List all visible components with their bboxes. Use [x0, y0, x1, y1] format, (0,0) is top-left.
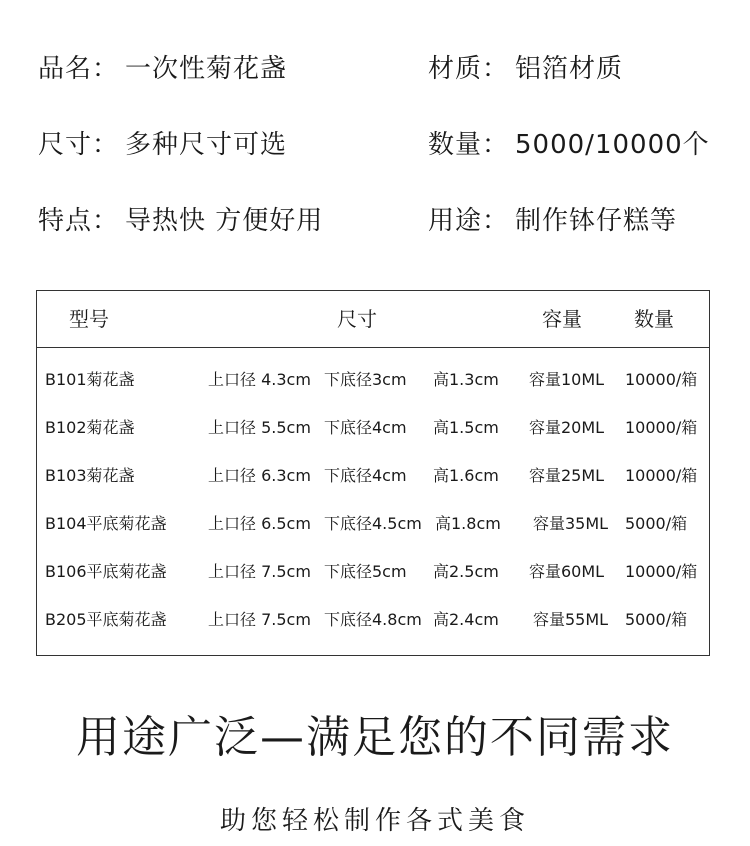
spec-usage [428, 206, 677, 236]
cell-capacity: 容量10ML [529, 370, 605, 389]
cell-capacity: 容量60ML [529, 562, 605, 581]
table-header [37, 291, 709, 348]
spec-label: 尺寸： [38, 130, 120, 160]
spec-label: 数量： [428, 130, 510, 160]
subline: 助您轻松制作各式美食 [219, 806, 530, 836]
cell-top-diameter: 上口径 7.5cm [208, 610, 311, 629]
table-row [37, 557, 709, 587]
cell-height: 高2.4cm [433, 610, 499, 629]
cell-quantity: 10000/箱 [625, 562, 698, 581]
spec-label: 用途： [428, 206, 510, 236]
cell-bottom-diameter: 下底径3cm [324, 370, 407, 389]
cell-height: 高1.6cm [433, 466, 499, 485]
header-quantity: 数量 [634, 307, 674, 331]
cell-top-diameter: 上口径 4.3cm [208, 370, 311, 389]
spec-label: 品名： [38, 54, 120, 84]
cell-top-diameter: 上口径 5.5cm [208, 418, 311, 437]
header-model: 型号 [69, 307, 109, 331]
cell-quantity: 5000/箱 [625, 514, 688, 533]
cell-quantity: 10000/箱 [625, 370, 698, 389]
table-row [37, 509, 709, 539]
spec-value: 一次性菊花盏 [125, 54, 288, 84]
table-row [37, 365, 709, 395]
spec-size [38, 130, 287, 160]
cell-model: B106平底菊花盏 [45, 562, 167, 581]
cell-height: 高1.5cm [433, 418, 499, 437]
spec-feature [38, 206, 323, 236]
spec-value: 多种尺寸可选 [125, 130, 288, 160]
cell-bottom-diameter: 下底径4.8cm [324, 610, 422, 629]
cell-capacity: 容量35ML [533, 514, 609, 533]
headline: 用途广泛—满足您的不同需求 [76, 712, 674, 763]
cell-model: B103菊花盏 [45, 466, 135, 485]
cell-model: B205平底菊花盏 [45, 610, 167, 629]
spec-value: 5000/10000个 [515, 130, 710, 160]
spec-value: 制作钵仔糕等 [515, 206, 678, 236]
spec-value: 铝箔材质 [515, 54, 624, 84]
table-row [37, 413, 709, 443]
table-row [37, 461, 709, 491]
cell-capacity: 容量55ML [533, 610, 609, 629]
table-row [37, 605, 709, 635]
cell-bottom-diameter: 下底径4.5cm [324, 514, 422, 533]
cell-bottom-diameter: 下底径4cm [324, 466, 407, 485]
cell-bottom-diameter: 下底径4cm [324, 418, 407, 437]
cell-quantity: 5000/箱 [625, 610, 688, 629]
spec-quantity [428, 130, 710, 160]
header-size: 尺寸 [337, 307, 377, 331]
header-capacity: 容量 [542, 307, 582, 331]
spec-label: 特点： [38, 206, 120, 236]
cell-quantity: 10000/箱 [625, 418, 698, 437]
size-table [36, 290, 710, 656]
cell-capacity: 容量25ML [529, 466, 605, 485]
cell-height: 高2.5cm [433, 562, 499, 581]
cell-top-diameter: 上口径 6.3cm [208, 466, 311, 485]
spec-product-name [38, 54, 287, 84]
cell-top-diameter: 上口径 6.5cm [208, 514, 311, 533]
cell-model: B101菊花盏 [45, 370, 135, 389]
cell-bottom-diameter: 下底径5cm [324, 562, 407, 581]
spec-value: 导热快 方便好用 [125, 206, 324, 236]
cell-quantity: 10000/箱 [625, 466, 698, 485]
spec-label: 材质： [428, 54, 510, 84]
cell-capacity: 容量20ML [529, 418, 605, 437]
cell-model: B102菊花盏 [45, 418, 135, 437]
cell-top-diameter: 上口径 7.5cm [208, 562, 311, 581]
cell-height: 高1.3cm [433, 370, 499, 389]
spec-material [428, 54, 623, 84]
cell-model: B104平底菊花盏 [45, 514, 167, 533]
cell-height: 高1.8cm [435, 514, 501, 533]
